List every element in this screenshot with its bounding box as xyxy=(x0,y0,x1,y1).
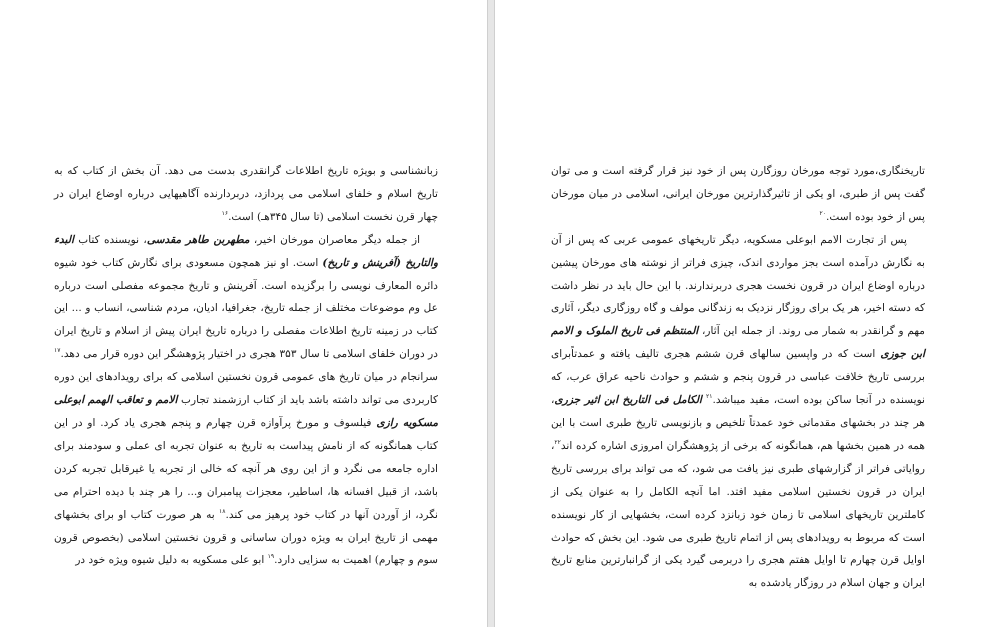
book-title: الکامل فی التاریخ ابن اثیر جزری xyxy=(554,394,702,407)
left-page xyxy=(0,0,488,627)
footnote-ref[interactable]: ۲۰ xyxy=(819,209,826,217)
book-title: البدء والتاریخ (آفرینش و تاریخ) xyxy=(54,233,438,269)
footnote-ref[interactable]: ۱۶ xyxy=(221,209,229,217)
author-name: مطهربن طاهر مقدسی xyxy=(146,233,250,246)
right-page xyxy=(494,0,986,627)
right-page-text xyxy=(551,160,925,595)
book-title: الامم و تعاقب الهمم ابوعلی مسکویه رازی xyxy=(54,394,438,429)
text-run: از جمله دیگر معاصران مورخان اخیر، xyxy=(253,233,421,246)
text-run: ، روایاتی فراتر از گزارشهای طبری نیز یافت می شود، که می تواند برای بررسی تاریخ ایران در قرون نخستین اسلامی مفید افتد. اما آنچه الکامل را به عنوان یکی از کاملترین تاریخهای اسلامی تا زمان خود زبانزد کرده است، بخشهایی از کار نویسنده است که مربوط به رویدادهای پس از اتمام تاریخ طبری می شود. این بخش که حوادث اوایل قرن چهارم تا اوایل هفتم هجری را دربرمی گیرد یکی از گرانبارترین منابع تاریخ ایران و جهان اسلام در روزگار یادشده به xyxy=(551,439,925,590)
footnote-ref[interactable]: ۱۷ xyxy=(54,347,61,355)
text-run: ، نویسنده کتاب xyxy=(78,233,147,246)
text-run: سرانجام در میان تاریخ های عمومی قرون نخستین اسلامی که برای رویدادهای این دوره کاربردی می تواند داشته باشد باید از کتاب ارزشمند تجارب xyxy=(54,371,438,407)
text-run: ، هر چند در بخشهای مقدماتی خود عمدتاً تلخیص و بازنویسی تاریخ طبری است با این همه در همین بخشها هم، همانگونه که برخی از پژوهشگران امروزی اشاره کرده اند xyxy=(551,394,925,452)
left-paragraph-2 xyxy=(54,229,438,573)
text-run: تاریخنگاری،مورد توجه مورخان روزگارن پس از خود نیز قرار گرفته است و می توان گفت پس از طبری، او یکی از تاثیرگذارترین مورخان ایرانی، اسلامی در میان مورخان پس از خود بوده است. xyxy=(551,165,925,223)
footnote-ref[interactable]: ۲۱ xyxy=(706,393,713,401)
text-run: است که در واپسین سالهای قرن ششم هجری تالیف یافته و عمدتاًبرای بررسی تاریخ خلافت عباسی در قرون پنجم و ششم و حوادث ناحیه عراق عرب، که نویسنده در آنجا ساکن بوده است، مفید میباشد. xyxy=(551,348,925,407)
text-run: ابو علی مسکویه به دلیل شیوه ویژه خود در xyxy=(75,554,265,567)
right-paragraph-1 xyxy=(551,160,925,229)
text-run: پس از تجارت الامم ابوعلی مسکویه، دیگر تاریخهای عمومی عربی که پس از آن به نگارش درآمده است بجز مواردی اندک، چیزی فراتر از نوشته های مورخان پیشین درباره اوضاع ایران در قرون نخست هجری دربرندارند. با این حال باید در نظر داشت که دسته اخیر، هر یک برای روزگار نزدیک به زندگانی مولف و گاه روزگاری دیگر، آثاری مهم و گرانقدر به شمار می روند. از جمله این آثار، xyxy=(551,233,925,338)
left-page-text xyxy=(54,160,438,572)
footnote-ref[interactable]: ۱۹ xyxy=(267,553,275,561)
footnote-ref[interactable]: ۱۸ xyxy=(219,507,226,515)
text-run: است. او نیز همچون مسعودی برای نگارش کتاب خود شیوه دائره المعارف نویسی را برگزیده است. آفرینش و تاریخ مجموعه مفصلی است درباره عل وم موضوعات مختلف از جمله تاریخ، جغرافیا، ادیان، مردم شناسی، انساب و ... این کتاب در زمینه تاریخ اطلاعات مفصلی را درباره تاریخ ایران پیش از اسلام و تاریخ ایران در دوران خلفای اسلامی تا سال ۳۵۳ هجری در اختیار پژوهشگر این دوره قرار می دهد. xyxy=(54,256,438,361)
footnote-ref[interactable]: ۲۲ xyxy=(554,438,561,446)
book-title: المنتظم فی تاریخ الملوک و الامم ابن جوزی xyxy=(551,325,926,361)
right-paragraph-2 xyxy=(551,229,925,596)
text-run: زبانشناسی و بویژه تاریخ اطلاعات گرانقدری بدست می دهد. آن بخش از کتاب که به تاریخ اسلام و خلفای اسلامی می پردازد، دربردارنده آگاهیهایی درباره اوضاع ایران در چهار قرن نخست اسلامی (تا سال ۳۴۵هـ) است. xyxy=(54,165,438,223)
text-run: فیلسوف و مورخ پرآوازه قرن چهارم و پنجم هجری یاد کرد. او در این کتاب همانگونه که از نامش پیداست به تاریخ به عنوان تجربه ای عملی و سودمند برای اداره جامعه می نگرد و از این روی هر آنچه که خالی از تجربه یا غیرقابل تجربه کردن باشد، از قبیل افسانه ها، اساطیر، معجزات پیامبران و... را هر چند با دیده احترام می نگرد، از آوردن آنها در کتاب خود پرهیز می کند. xyxy=(54,416,438,521)
left-paragraph-1 xyxy=(54,160,438,229)
text-run: به هر صورت کتاب او برای بخشهای مهمی از تاریخ ایران به ویژه دوران ساسانی و قرون نخستین اسلامی (بخصوص قرون سوم و چهارم) اهمیت به سزایی دارد. xyxy=(54,508,438,567)
